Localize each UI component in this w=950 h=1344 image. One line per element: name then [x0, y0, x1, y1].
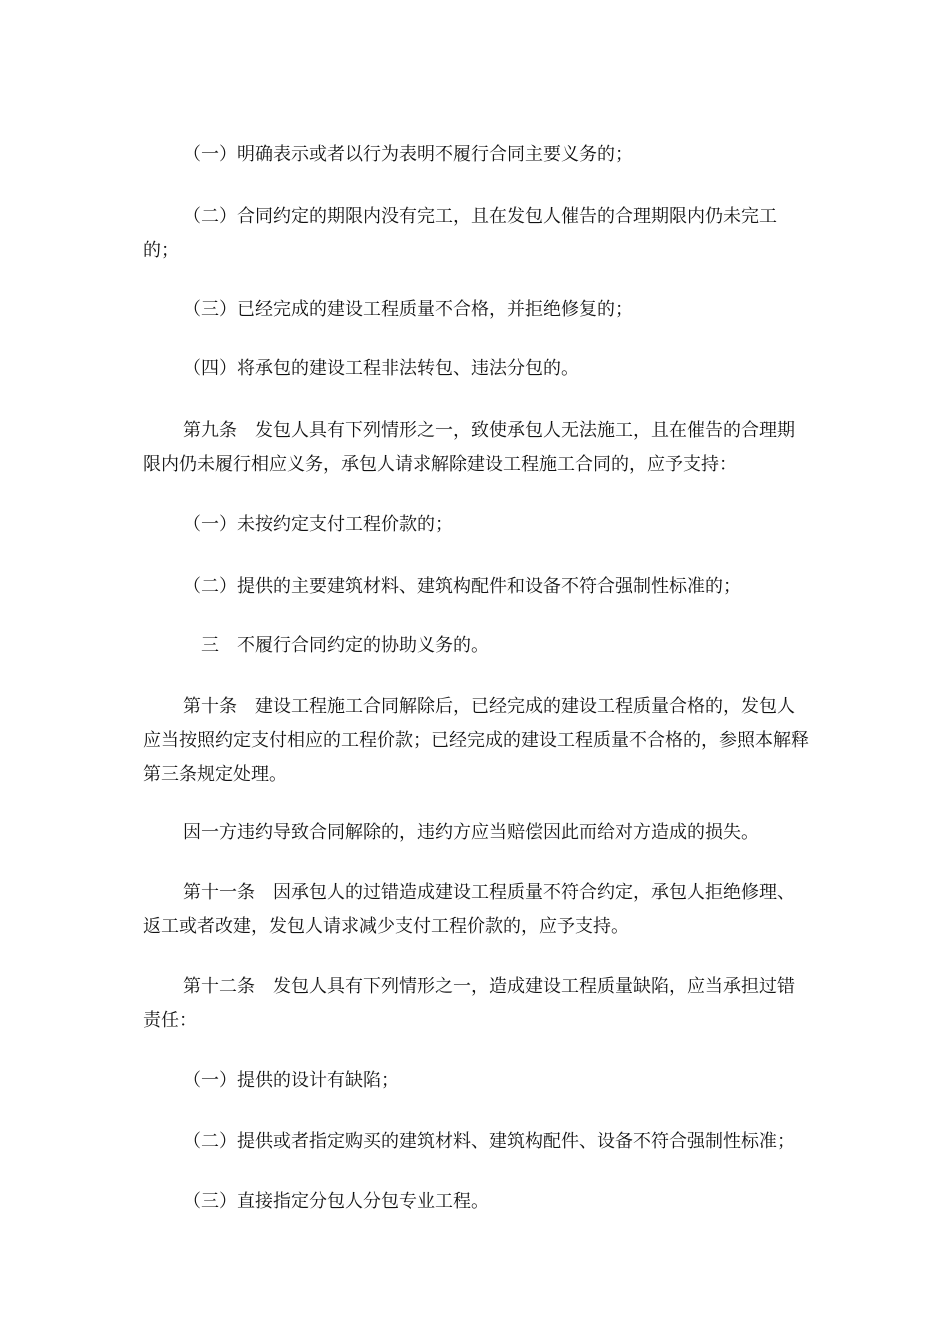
paragraph-article-10: 第十条 建设工程施工合同解除后，已经完成的建设工程质量合格的，发包人应当按照约定支付相应的工程价款；已经完成的建设工程质量不合格的，参照本解释第三条规定处理。 [143, 696, 809, 785]
paragraph-article-12-item-2: （二）提供或者指定购买的建筑材料、建筑构配件、设备不符合强制性标准； [183, 1131, 795, 1152]
paragraph-article-9-item-1: （一）未按约定支付工程价款的； [183, 514, 453, 535]
paragraph-article-9: 第九条 发包人具有下列情形之一，致使承包人无法施工，且在催告的合理期限内仍未履行相应义务，承包人请求解除建设工程施工合同的，应予支持： [143, 420, 795, 475]
paragraph-article-12-item-1: （一）提供的设计有缺陷； [183, 1070, 399, 1091]
paragraph-article-9-item-2: （二）提供的主要建筑材料、建筑构配件和设备不符合强制性标准的； [183, 576, 741, 597]
paragraph-clause-4: （四）将承包的建设工程非法转包、违法分包的。 [183, 358, 579, 379]
paragraph-article-11: 第十一条 因承包人的过错造成建设工程质量不符合约定，承包人拒绝修理、返工或者改建，发包人请求减少支付工程价款的，应予支持。 [143, 882, 795, 937]
paragraph-clause-3: （三）已经完成的建设工程质量不合格，并拒绝修复的； [183, 299, 633, 320]
paragraph-article-10-loss: 因一方违约导致合同解除的，违约方应当赔偿因此而给对方造成的损失。 [183, 822, 759, 843]
paragraph-article-12: 第十二条 发包人具有下列情形之一，造成建设工程质量缺陷，应当承担过错责任： [143, 976, 795, 1031]
paragraph-clause-2: （二）合同约定的期限内没有完工，且在发包人催告的合理期限内仍未完工的； [143, 206, 777, 261]
paragraph-article-9-item-3: 三 不履行合同约定的协助义务的。 [183, 635, 489, 656]
paragraph-article-12-item-3: （三）直接指定分包人分包专业工程。 [183, 1191, 489, 1212]
paragraph-clause-1: （一）明确表示或者以行为表明不履行合同主要义务的； [183, 144, 633, 165]
